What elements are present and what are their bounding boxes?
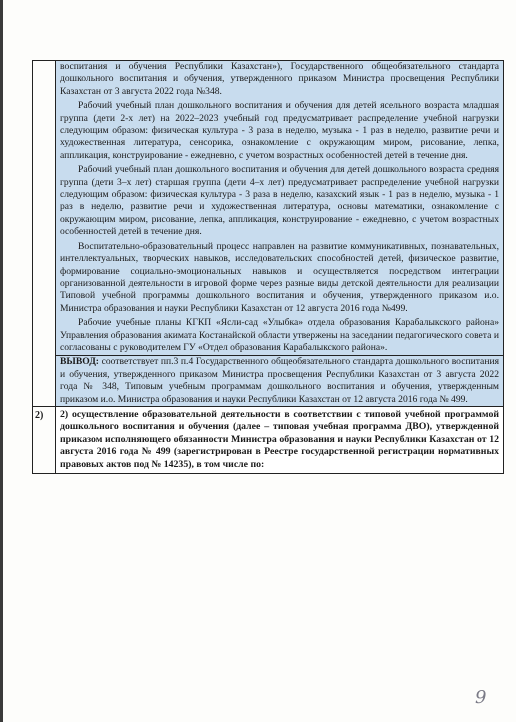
content-cell: [56, 406, 504, 473]
paragraph: Рабочий учебный план дошкольного воспитания и обучения для детей ясельного возраста младшая группа (дети 2-х лет) на 2022–2023 учебный год предусматривает распределение учебной нагрузки следующим образом: физическая культура - 3 раза в неделю, музыка - 1 раз в неделю, развитие речи и художественная литература, сенсорика, ознакомление с окружающим миром, рисование, лепка, аппликация, конструирование - ежедневно, с учетом возрастных особенностей детей в течение дня.: [60, 100, 499, 161]
paragraph: Воспитательно-образовательный процесс направлен на развитие коммуникативных, познавательных, интеллектуальных, творческих навыков, исследовательских способностей детей, физическое развитие, формирование социально-эмоциональных навыков и осуществляется посредством интеграции организованной деятельности в игровой форме через разные виды детской деятельности для реализации Типовой учебной программы дошкольного воспитания и обучения, утвержденного приказом и.о. Министра образования и науки Республики Казахстан от 12 августа 2016 года №499.: [60, 240, 499, 314]
table-row: [33, 406, 504, 473]
row-number-cell: [33, 61, 56, 407]
page-number: 9: [475, 687, 487, 708]
table-row: [33, 61, 504, 407]
row-number: 2): [33, 406, 56, 473]
content-cell: [56, 61, 504, 407]
section-heading: 2) осуществление образовательной деятельности в соответствии с типовой учебной программой дошкольного воспитания и обучения (далее – типовая учебная программа ДВО), утвержденной приказом исполняющего обязанности Министра образования и науки Республики Казахстан от 12 августа 2016 года № 499 (зарегистрирован в Реестре государственной регистрации нормативных правовых актов под № 14235), в том числе по:: [60, 408, 499, 470]
paragraph: Рабочие учебные планы КГКП «Ясли-сад «Улыбка» отдела образования Карабалыкского района» Управления образования акимата Костанайской области утвержены на заседании педагогического совета и согласованы с руководителем ГУ «Отдел образования Карабалыкского района».: [60, 317, 499, 353]
verdict-paragraph: [60, 356, 499, 406]
paragraph: Рабочий учебный план дошкольного воспитания и обучения для детей дошкольного возраста средняя группа (дети 3–х лет) старшая группа (дети 4–х лет) предусматривает распределение учебной нагрузки следующим образом: физическая культура - 3 раза в неделю, казахский язык - 1 раз в неделю, музыка - 1 раз в неделю, развитие речи и художественная литература, основы математики, ознакомление с окружающим миром, рисование, лепка, аппликация, конструирование - ежедневно, с учетом возрастных особенностей детей в течение дня.: [60, 164, 499, 238]
verdict-text: соответствует пп.3 п.4 Государственного общеобязательного стандарта дошкольного воспитания и обучения, утвержденного приказом Министра просвещения Республики Казахстан от 3 августа 2022 года № 348, Типовым учебным программам дошкольного воспитания и обучения, утвержденным приказом и.о. Министра образования и науки Республики Казахстан от 12 августа 2016 года № 499.: [60, 356, 499, 405]
verdict-label: ВЫВОД:: [60, 356, 99, 368]
document-table: [32, 60, 504, 474]
paragraph: воспитания и обучения Республики Казахстан»), Государственного общеобязательного стандарта дошкольного воспитания и обучения, утвержденного приказом Министра просвещения Республики Казахстан от 3 августа 2022 года №348.: [60, 61, 499, 97]
